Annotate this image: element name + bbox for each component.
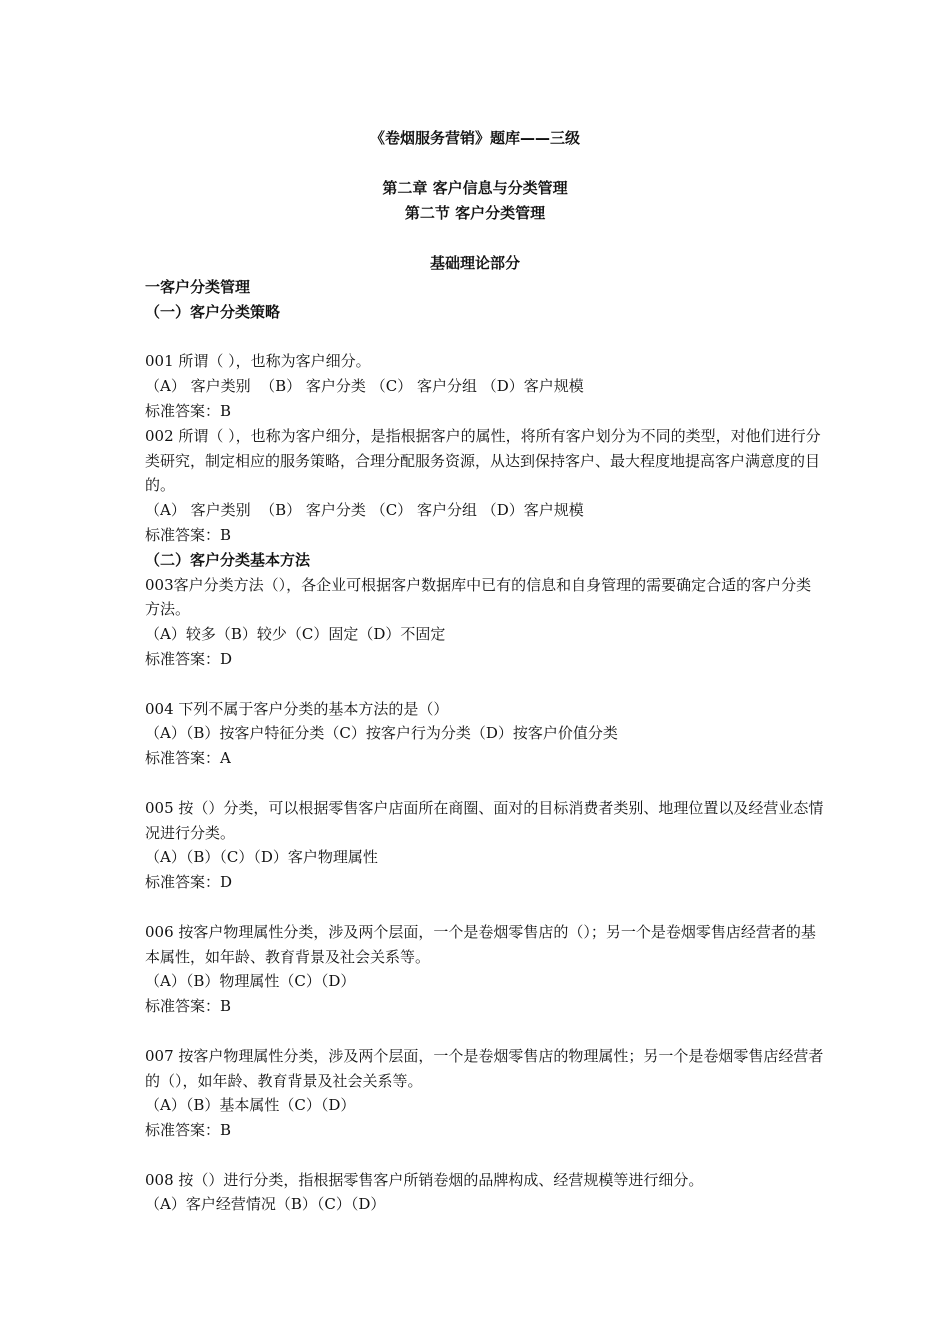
document-body (145, 275, 825, 1217)
question-options: （A） 客户类别 （B） 客户分类 （C） 客户分组 （D）客户规模 (145, 501, 584, 520)
question-options: （A）客户经营情况（B）（C）（D） (145, 1195, 386, 1214)
document-title: 《卷烟服务营销》题库——三级 (369, 129, 580, 147)
section-title: 第二节 客户分类管理 (404, 204, 546, 222)
question-008 (145, 1168, 825, 1218)
part-title: 基础理论部分 (429, 254, 520, 272)
question-options: （A）较多（B）较少（C）固定（D）不固定 (145, 625, 446, 644)
heading-level1: 一客户分类管理 (145, 278, 251, 296)
question-options: （A）（B）按客户特征分类（C）按客户行为分类（D）按客户价值分类 (145, 724, 618, 743)
question-answer: 标准答案：B (145, 1121, 232, 1140)
chapter-title: 第二章 客户信息与分类管理 (382, 179, 568, 197)
question-answer: 标准答案：B (145, 401, 232, 420)
question-004 (145, 697, 825, 771)
question-003 (145, 573, 825, 672)
question-stem: 002 所谓（ ），也称为客户细分，是指根据客户的属性，将所有客户划分为不同的类型，对他们进行分类研究，制定相应的服务策略，合理分配服务资源，从达到保持客户、最大程度地提高客户满意度的目的。 (145, 426, 821, 495)
question-005 (145, 796, 825, 895)
question-007 (145, 1044, 825, 1143)
heading-strategy: （一）客户分类策略 (145, 302, 281, 321)
question-options: （A）（B）基本属性（C）（D） (145, 1096, 356, 1115)
question-002 (145, 424, 825, 548)
question-stem: 008 按（）进行分类，指根据零售客户所销卷烟的品牌构成、经营规模等进行细分。 (145, 1170, 704, 1189)
question-stem: 004 下列不属于客户分类的基本方法的是（） (145, 699, 449, 718)
question-stem: 005 按（）分类，可以根据零售客户店面所在商圈、面对的目标消费者类别、地理位置以及经营业态情况进行分类。 (145, 798, 824, 842)
question-options: （A）（B）（C）（D）客户物理属性 (145, 848, 378, 867)
question-options: （A）（B）物理属性（C）（D） (145, 972, 356, 991)
question-stem: 001 所谓（ ），也称为客户细分。 (145, 352, 371, 371)
heading-basic-methods: （二）客户分类基本方法 (145, 550, 311, 569)
question-answer: 标准答案：D (145, 649, 233, 668)
question-answer: 标准答案：B (145, 997, 232, 1016)
question-001 (145, 349, 825, 423)
question-answer: 标准答案：B (145, 525, 232, 544)
question-stem: 007 按客户物理属性分类，涉及两个层面，一个是卷烟零售店的物理属性；另一个是卷烟零售店经营者的（），如年龄、教育背景及社会关系等。 (145, 1046, 824, 1090)
question-answer: 标准答案：D (145, 873, 233, 892)
question-stem: 006 按客户物理属性分类，涉及两个层面，一个是卷烟零售店的（）；另一个是卷烟零售店经营者的基本属性，如年龄、教育背景及社会关系等。 (145, 922, 816, 966)
question-answer: 标准答案：A (145, 749, 231, 768)
question-options: （A） 客户类别 （B） 客户分类 （C） 客户分组 （D）客户规模 (145, 377, 584, 396)
question-stem: 003客户分类方法（），各企业可根据客户数据库中已有的信息和自身管理的需要确定合适的客户分类方法。 (145, 575, 812, 619)
question-006 (145, 920, 825, 1019)
